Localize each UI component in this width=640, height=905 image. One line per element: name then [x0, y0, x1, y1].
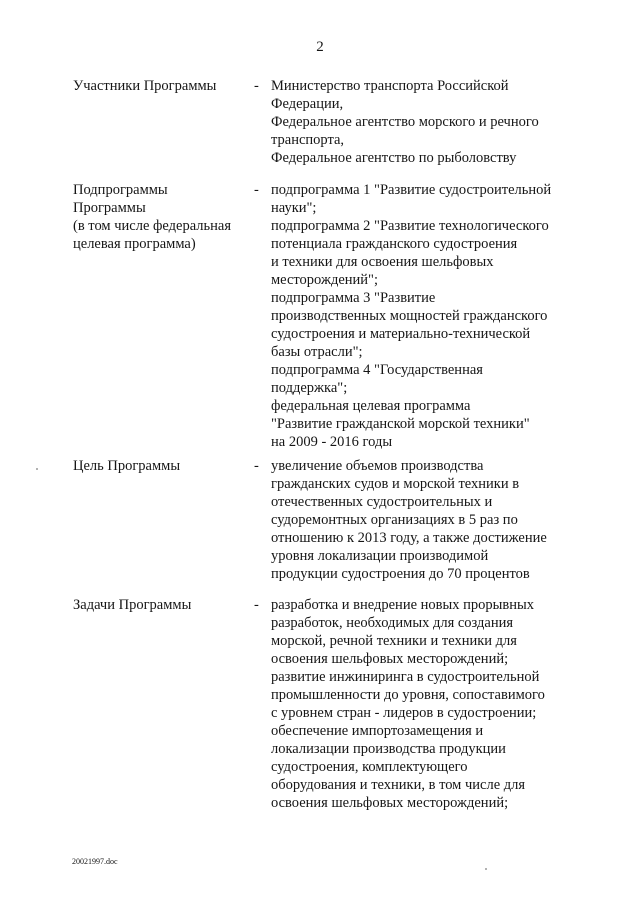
content-line: подпрограмма 2 "Развитие технологического	[271, 218, 549, 234]
label-line: целевая программа)	[73, 236, 196, 252]
section-dash: -	[254, 78, 259, 94]
footer-filename: 20021997.doc	[72, 857, 118, 866]
section-label	[73, 596, 243, 614]
section-dash: -	[254, 182, 259, 198]
section-label	[73, 181, 243, 253]
section-label	[73, 77, 243, 95]
content-line: транспорта,	[271, 132, 345, 148]
section-label	[73, 457, 243, 475]
content-line: потенциала гражданского судостроения	[271, 236, 518, 252]
content-line: освоения шельфовых месторождений;	[271, 651, 509, 667]
content-line: локализации производства продукции	[271, 741, 506, 757]
page-number: 2	[316, 39, 324, 55]
content-line: месторождений";	[271, 272, 379, 288]
content-line: продукции судостроения до 70 процентов	[271, 566, 530, 582]
content-line: поддержка";	[271, 380, 348, 396]
content-line: подпрограмма 4 "Государственная	[271, 362, 483, 378]
content-line: судоремонтных организациях в 5 раз по	[271, 512, 518, 528]
content-line: на 2009 - 2016 годы	[271, 434, 393, 450]
content-line: подпрограмма 1 "Развитие судостроительной	[271, 182, 552, 198]
content-line: и техники для освоения шельфовых	[271, 254, 494, 270]
content-line: Министерство транспорта Российской	[271, 78, 509, 94]
label-line: Цель Программы	[73, 458, 181, 474]
content-line: судостроения, комплектующего	[271, 759, 468, 775]
scan-speck	[485, 868, 487, 870]
content-line: оборудования и техники, в том числе для	[271, 777, 526, 793]
content-line: базы отрасли";	[271, 344, 363, 360]
content-line: разработок, необходимых для создания	[271, 615, 514, 631]
content-line: судостроения и материально-технической	[271, 326, 531, 342]
section-dash: -	[254, 597, 259, 613]
content-line: Федеральное агентство по рыболовству	[271, 150, 517, 166]
section-content	[271, 181, 571, 451]
content-line: отношению к 2013 году, а также достижение	[271, 530, 547, 546]
content-line: подпрограмма 3 "Развитие	[271, 290, 436, 306]
section-content	[271, 457, 571, 583]
content-line: производственных мощностей гражданского	[271, 308, 548, 324]
content-line: Федерации,	[271, 96, 344, 112]
section-dash: -	[254, 458, 259, 474]
content-line: освоения шельфовых месторождений;	[271, 795, 509, 811]
content-line: промышленности до уровня, сопоставимого	[271, 687, 545, 703]
content-line: морской, речной техники и техники для	[271, 633, 517, 649]
label-line: (в том числе федеральная	[73, 218, 231, 234]
content-line: разработка и внедрение новых прорывных	[271, 597, 534, 613]
label-line: Подпрограммы	[73, 182, 168, 198]
section-content	[271, 596, 571, 812]
content-line: гражданских судов и морской техники в	[271, 476, 520, 492]
label-line: Задачи Программы	[73, 597, 192, 613]
label-line: Участники Программы	[73, 78, 217, 94]
content-line: увеличение объемов производства	[271, 458, 484, 474]
content-line: уровня локализации производимой	[271, 548, 489, 564]
content-line: развитие инжиниринга в судостроительной	[271, 669, 540, 685]
scan-speck	[36, 468, 38, 470]
content-line: науки";	[271, 200, 317, 216]
content-line: отечественных судостроительных и	[271, 494, 493, 510]
section-content	[271, 77, 571, 167]
content-line: Федеральное агентство морского и речного	[271, 114, 539, 130]
label-line: Программы	[73, 200, 146, 216]
content-line: обеспечение импортозамещения и	[271, 723, 484, 739]
content-line: федеральная целевая программа	[271, 398, 471, 414]
content-line: "Развитие гражданской морской техники"	[271, 416, 530, 432]
content-line: с уровнем стран - лидеров в судостроении;	[271, 705, 537, 721]
